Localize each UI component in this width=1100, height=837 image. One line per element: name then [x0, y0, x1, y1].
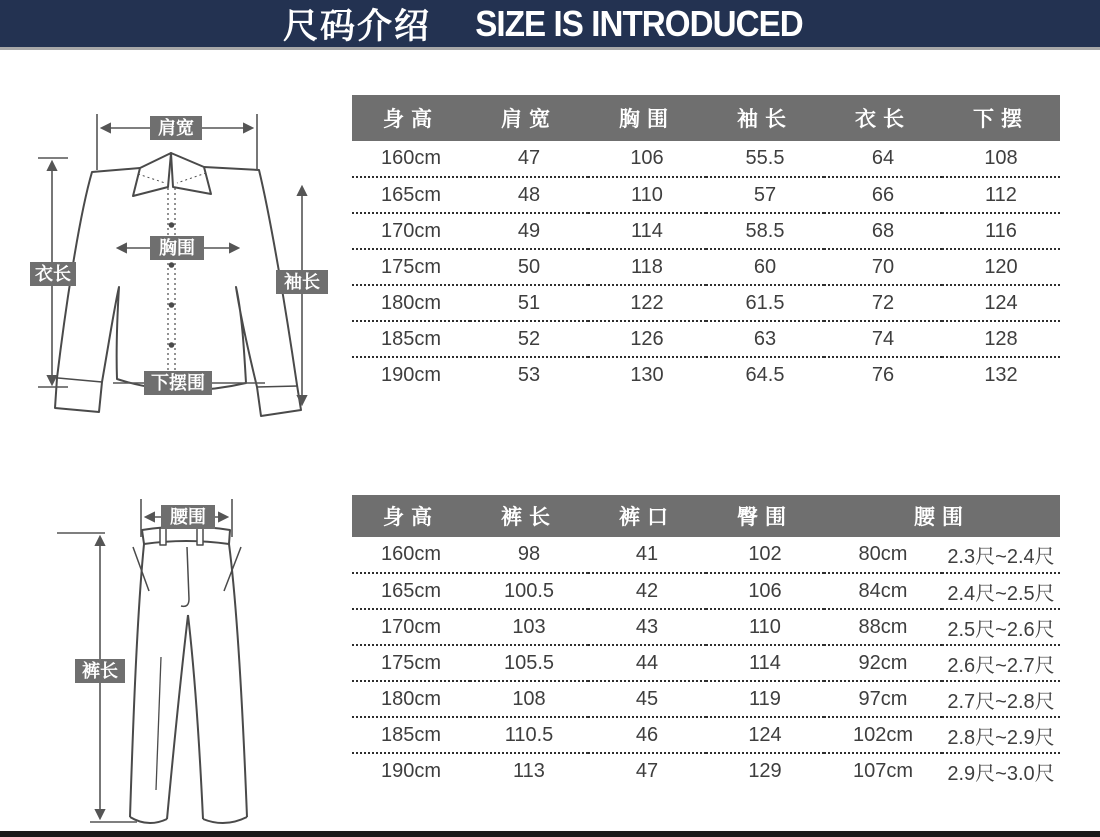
size-cell: 112	[942, 177, 1060, 213]
size-cell: 126	[588, 321, 706, 357]
size-cell: 92cm	[824, 645, 942, 681]
size-cell: 185cm	[352, 321, 470, 357]
size-cell: 47	[635, 760, 659, 782]
size-cell: 185cm	[352, 717, 470, 753]
size-row	[352, 753, 1060, 789]
size-row	[352, 681, 1060, 717]
size-cell: 170cm	[352, 213, 470, 249]
size-cell: 55.5	[706, 141, 824, 177]
size-cell: 84cm	[824, 573, 942, 609]
size-cell: 130	[630, 364, 664, 386]
size-cell: 170cm	[352, 609, 470, 645]
size-cell: 2.9尺~3.0尺	[947, 763, 1055, 785]
size-cell: 116	[942, 213, 1060, 249]
size-row	[352, 213, 1060, 249]
shoulder-width-label: 肩宽	[158, 118, 194, 138]
header-row	[352, 95, 1060, 141]
size-cell: 102cm	[824, 717, 942, 753]
sleeve-length-label: 袖长	[284, 272, 320, 292]
size-cell: 47	[470, 141, 588, 177]
size-cell: 132	[984, 364, 1018, 386]
pants-size-table	[352, 495, 1060, 789]
size-cell: 43	[588, 609, 706, 645]
size-cell: 190cm	[380, 364, 442, 386]
size-cell: 70	[824, 249, 942, 285]
size-cell: 119	[706, 681, 824, 717]
size-cell: 113	[513, 760, 545, 782]
size-cell: 122	[588, 285, 706, 321]
size-cell: 48	[470, 177, 588, 213]
size-cell: 66	[824, 177, 942, 213]
size-row	[352, 321, 1060, 357]
size-cell: 106	[588, 141, 706, 177]
size-cell: 44	[588, 645, 706, 681]
size-cell: 2.7尺~2.8尺	[942, 681, 1060, 717]
size-row	[352, 357, 1060, 393]
size-cell: 124	[942, 285, 1060, 321]
size-cell: 175cm	[352, 249, 470, 285]
garment-length-label: 衣长	[35, 264, 71, 284]
size-row	[352, 573, 1060, 609]
pants-measure-diagram	[45, 485, 350, 835]
column-header: 腰围	[824, 495, 1060, 537]
size-cell: 58.5	[706, 213, 824, 249]
header-row	[352, 495, 1060, 537]
size-cell: 49	[470, 213, 588, 249]
size-cell: 52	[470, 321, 588, 357]
footer-bar	[0, 831, 1100, 837]
size-cell: 100.5	[470, 573, 588, 609]
size-cell: 118	[588, 249, 706, 285]
column-header: 臀围	[706, 495, 824, 537]
size-cell: 53	[517, 364, 541, 386]
size-cell: 98	[470, 537, 588, 573]
title-banner	[0, 0, 1100, 50]
page-title-chinese: 尺码介绍	[282, 6, 431, 46]
size-cell: 57	[706, 177, 824, 213]
size-cell: 106	[706, 573, 824, 609]
size-cell: 72	[824, 285, 942, 321]
pants-length-label: 裤长	[82, 661, 118, 681]
column-header: 裤长	[470, 495, 588, 537]
size-cell: 165cm	[352, 177, 470, 213]
column-header: 下摆	[942, 95, 1060, 141]
size-row	[352, 609, 1060, 645]
column-header: 身高	[352, 495, 470, 537]
size-cell: 2.4尺~2.5尺	[942, 573, 1060, 609]
size-cell: 110.5	[470, 717, 588, 753]
size-cell: 42	[588, 573, 706, 609]
size-cell: 128	[942, 321, 1060, 357]
size-cell: 103	[470, 609, 588, 645]
size-cell: 108	[942, 141, 1060, 177]
size-cell: 76	[871, 364, 895, 386]
size-cell: 64	[824, 141, 942, 177]
page-title-english: SIZE IS INTRODUCED	[475, 2, 803, 44]
size-cell: 105.5	[470, 645, 588, 681]
column-header: 袖长	[706, 95, 824, 141]
size-row	[352, 285, 1060, 321]
size-row	[352, 537, 1060, 573]
pants-outline-drawing	[130, 527, 247, 824]
size-cell: 50	[470, 249, 588, 285]
chest-label: 胸围	[159, 238, 195, 258]
size-cell: 74	[824, 321, 942, 357]
waist-label: 腰围	[170, 507, 206, 527]
size-cell: 175cm	[352, 645, 470, 681]
size-cell: 64.5	[745, 364, 785, 386]
size-cell: 97cm	[824, 681, 942, 717]
size-row	[352, 141, 1060, 177]
size-cell: 180cm	[352, 285, 470, 321]
size-cell: 41	[588, 537, 706, 573]
column-header: 裤口	[588, 495, 706, 537]
size-cell: 124	[706, 717, 824, 753]
size-cell: 114	[706, 645, 824, 681]
size-cell: 60	[706, 249, 824, 285]
size-cell: 190cm	[380, 760, 442, 782]
size-cell: 2.3尺~2.4尺	[942, 537, 1060, 573]
size-cell: 102	[706, 537, 824, 573]
size-cell: 46	[588, 717, 706, 753]
size-cell: 160cm	[352, 141, 470, 177]
size-cell: 110	[588, 177, 706, 213]
size-cell: 114	[588, 213, 706, 249]
column-header: 胸围	[588, 95, 706, 141]
shirt-measure-diagram	[10, 90, 345, 420]
size-cell: 120	[942, 249, 1060, 285]
size-cell: 180cm	[352, 681, 470, 717]
size-cell: 68	[824, 213, 942, 249]
size-cell: 51	[470, 285, 588, 321]
size-row	[352, 249, 1060, 285]
size-cell: 110	[706, 609, 824, 645]
size-cell: 108	[470, 681, 588, 717]
size-row	[352, 177, 1060, 213]
size-row	[352, 717, 1060, 753]
size-cell: 2.5尺~2.6尺	[942, 609, 1060, 645]
size-cell: 165cm	[352, 573, 470, 609]
size-cell: 160cm	[352, 537, 470, 573]
shirt-size-table	[352, 95, 1060, 393]
size-row	[352, 645, 1060, 681]
size-cell: 63	[706, 321, 824, 357]
column-header: 身高	[352, 95, 470, 141]
size-cell: 88cm	[824, 609, 942, 645]
size-cell: 129	[748, 760, 782, 782]
column-header: 肩宽	[470, 95, 588, 141]
size-cell: 80cm	[824, 537, 942, 573]
column-header: 衣长	[824, 95, 942, 141]
hem-label: 下摆围	[151, 373, 205, 393]
size-cell: 2.8尺~2.9尺	[942, 717, 1060, 753]
size-cell: 45	[588, 681, 706, 717]
size-cell: 107cm	[852, 760, 914, 782]
size-cell: 2.6尺~2.7尺	[942, 645, 1060, 681]
size-cell: 61.5	[706, 285, 824, 321]
